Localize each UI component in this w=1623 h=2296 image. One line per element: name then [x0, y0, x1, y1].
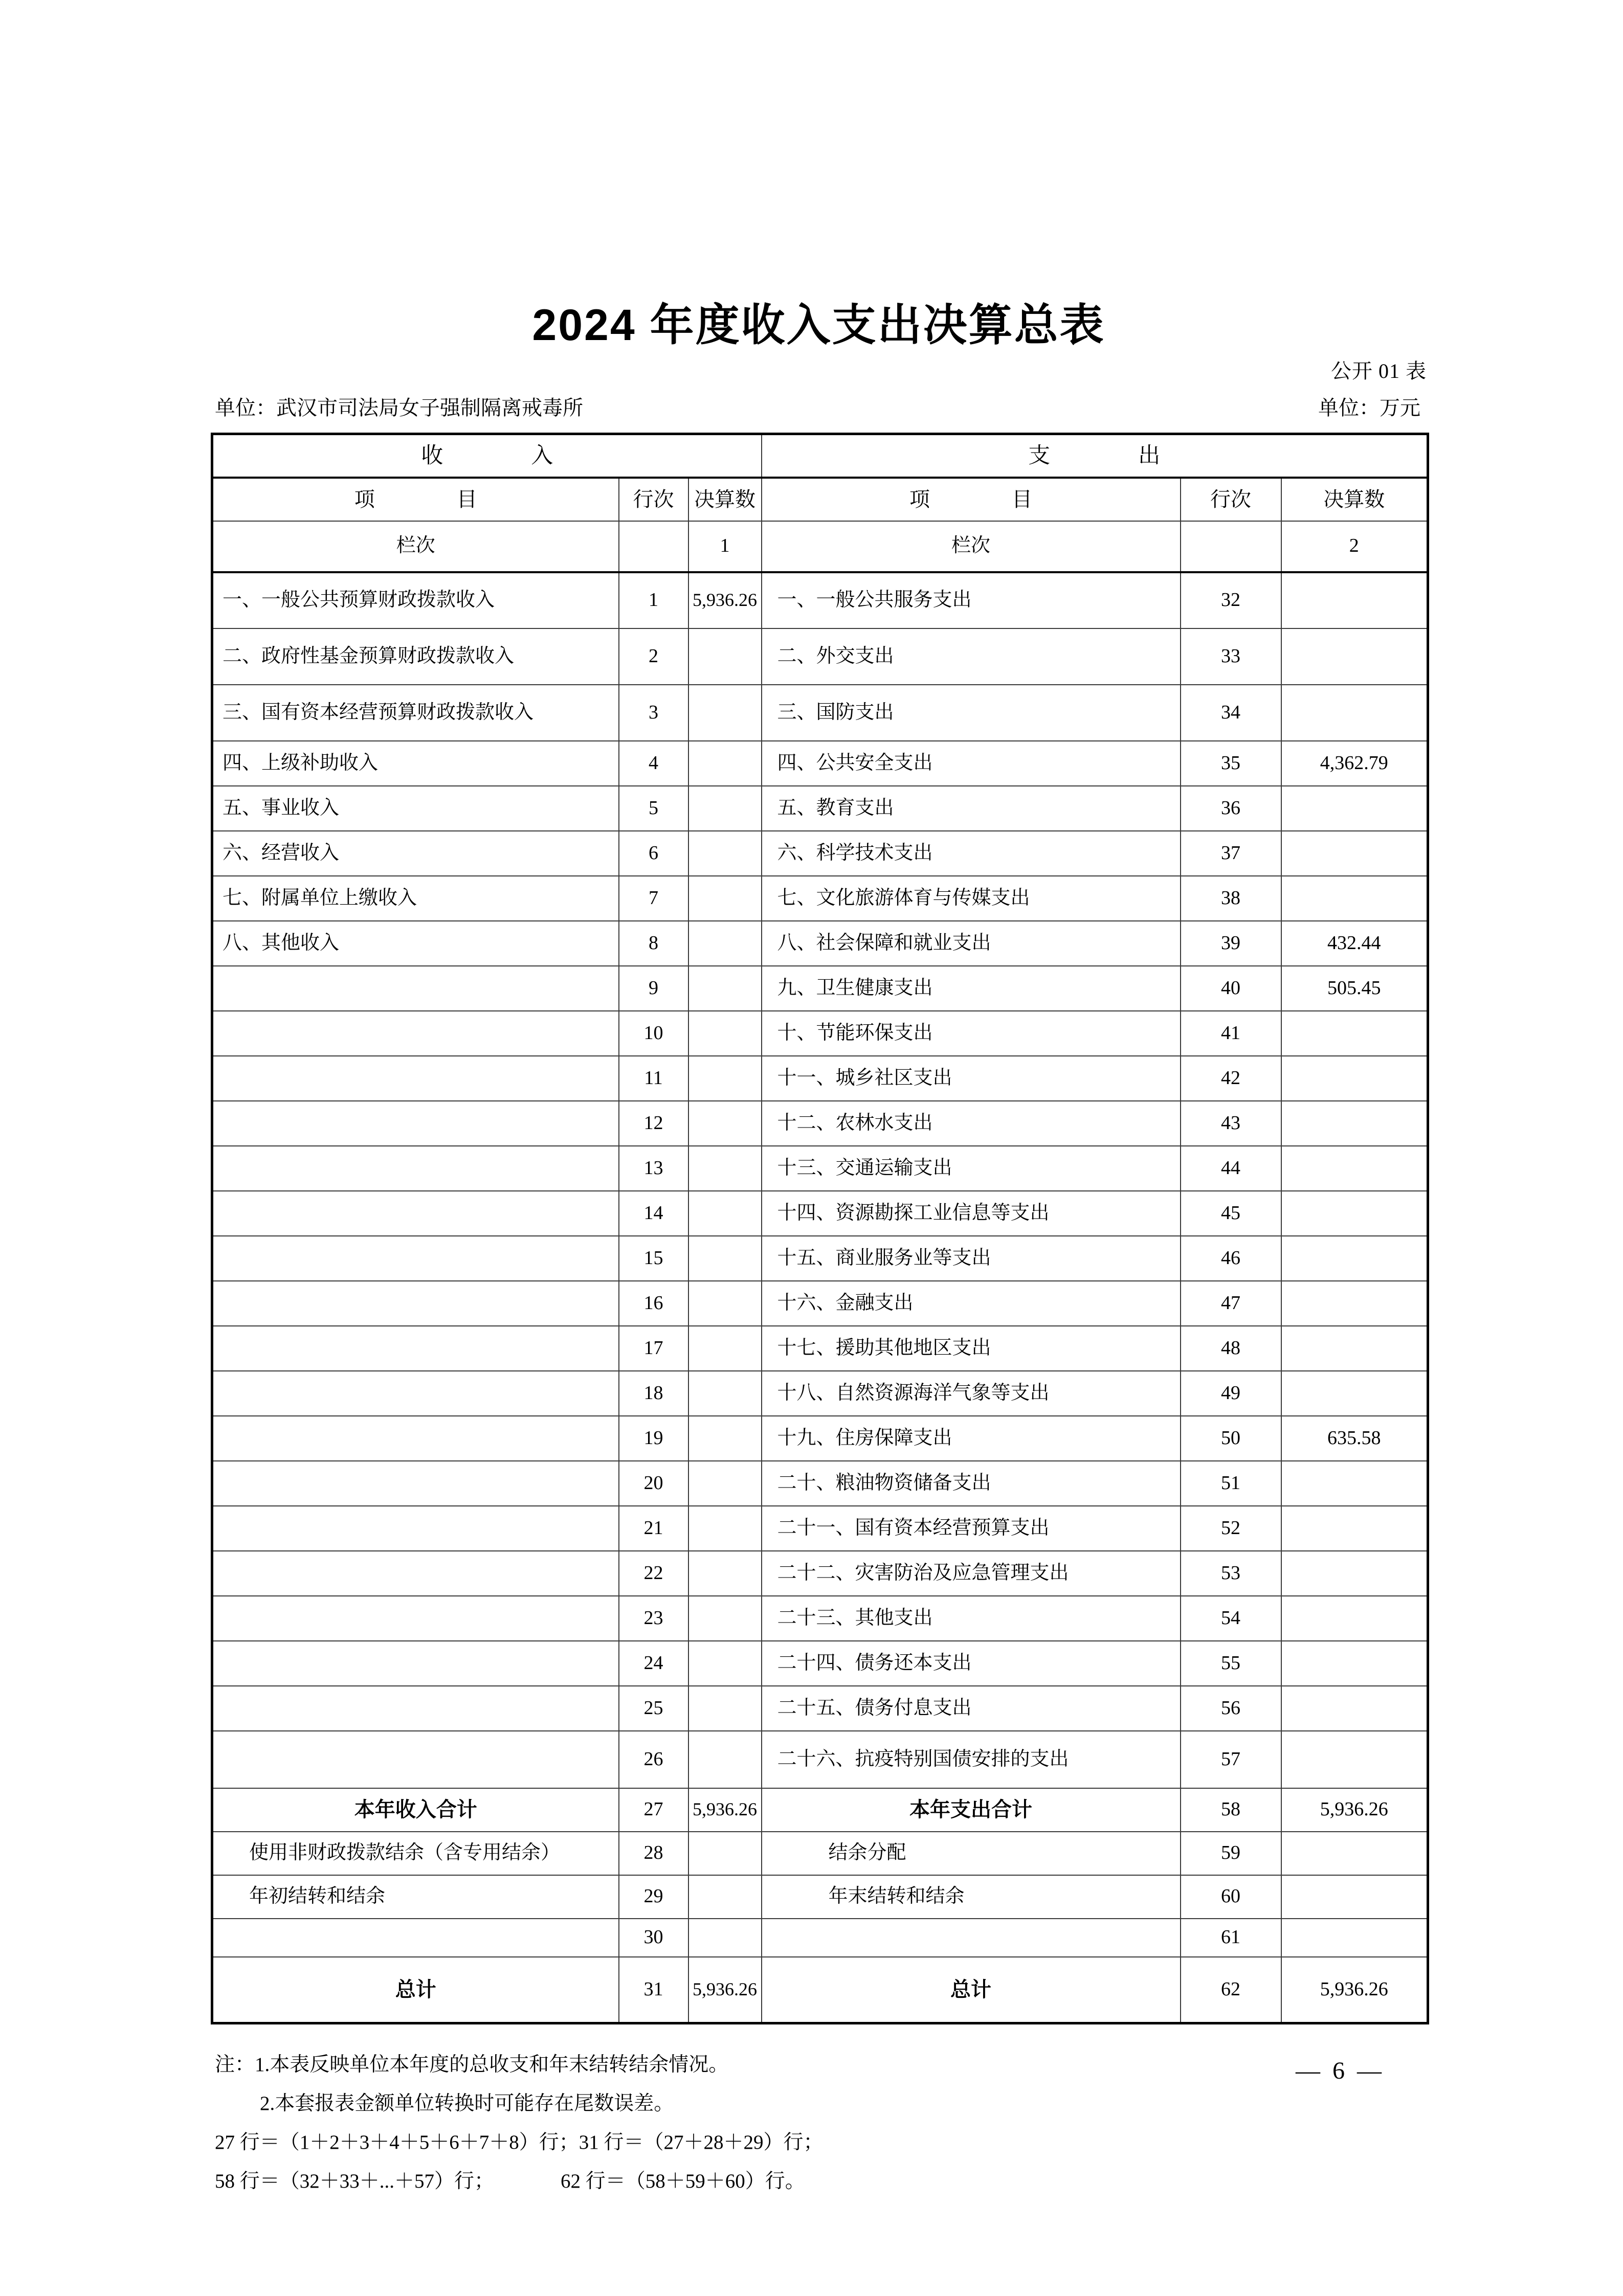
- income-rownum-cell: 5: [619, 786, 688, 831]
- income-rownum-cell: 18: [619, 1371, 688, 1416]
- income-rownum-cell: 21: [619, 1506, 688, 1551]
- income-amount-cell: [688, 1371, 762, 1416]
- expense-rownum-cell: 37: [1181, 831, 1281, 876]
- expense-amount-cell: 4,362.79: [1281, 741, 1428, 786]
- expense-item-cell: 年末结转和结余: [762, 1875, 1181, 1919]
- income-item-cell: [212, 1641, 619, 1686]
- expense-item-cell: 六、科学技术支出: [762, 831, 1181, 876]
- income-rownum-cell: 25: [619, 1686, 688, 1731]
- expense-rownum-cell: 56: [1181, 1686, 1281, 1731]
- expense-item-cell: 十五、商业服务业等支出: [762, 1236, 1181, 1281]
- income-amount-cell: [688, 876, 762, 921]
- income-rownum-cell: 4: [619, 741, 688, 786]
- table-row: [212, 966, 1428, 1011]
- expense-item-cell: 五、教育支出: [762, 786, 1181, 831]
- income-amount-cell: [688, 1011, 762, 1056]
- income-rownum-cell: 24: [619, 1641, 688, 1686]
- income-rownum-cell: 3: [619, 685, 688, 741]
- table-row: [212, 1326, 1428, 1371]
- table-row: [212, 572, 1428, 628]
- expense-item-cell: 十四、资源勘探工业信息等支出: [762, 1191, 1181, 1236]
- income-rownum-cell: 16: [619, 1281, 688, 1326]
- expense-item-cell: 本年支出合计: [762, 1788, 1181, 1832]
- table-row: [212, 1461, 1428, 1506]
- income-item-cell: [212, 1551, 619, 1596]
- income-item-cell: [212, 1461, 619, 1506]
- income-amount-cell: [688, 1146, 762, 1191]
- expense-item-cell: 二十六、抗疫特别国债安排的支出: [762, 1731, 1181, 1788]
- income-rownum-cell: 20: [619, 1461, 688, 1506]
- table-row: [212, 1146, 1428, 1191]
- page-title: 2024 年度收入支出决算总表: [532, 301, 1105, 350]
- footnotes: [215, 2045, 1238, 2201]
- expense-rownum-cell: 57: [1181, 1731, 1281, 1788]
- expense-rownum-cell: 39: [1181, 921, 1281, 966]
- income-amount-column-header: 决算数: [688, 478, 762, 521]
- income-amount-cell: [688, 831, 762, 876]
- income-item-cell: [212, 1281, 619, 1326]
- income-lanci-label: 栏次: [212, 521, 619, 572]
- expense-item-cell: 十三、交通运输支出: [762, 1146, 1181, 1191]
- income-rownum-cell: 22: [619, 1551, 688, 1596]
- expense-lanci-blank: [1181, 521, 1281, 572]
- expense-rownum-cell: 59: [1181, 1832, 1281, 1875]
- income-item-cell: [212, 1919, 619, 1957]
- income-rownum-cell: 12: [619, 1101, 688, 1146]
- expense-rownum-cell: 41: [1181, 1011, 1281, 1056]
- column-header-row: [212, 478, 1428, 521]
- table-row: [212, 1875, 1428, 1919]
- expense-amount-cell: [1281, 1919, 1428, 1957]
- income-amount-cell: [688, 1919, 762, 1957]
- income-column-number: 1: [688, 521, 762, 572]
- expense-rownum-cell: 44: [1181, 1146, 1281, 1191]
- expense-item-cell: 十七、援助其他地区支出: [762, 1326, 1181, 1371]
- income-item-cell: [212, 1326, 619, 1371]
- expense-rownum-cell: 61: [1181, 1919, 1281, 1957]
- income-rownum-cell: 26: [619, 1731, 688, 1788]
- expense-item-cell: 结余分配: [762, 1832, 1181, 1875]
- income-amount-cell: 5,936.26: [688, 572, 762, 628]
- expense-item-cell: 十、节能环保支出: [762, 1011, 1181, 1056]
- table-row: [212, 1596, 1428, 1641]
- income-item-cell: 七、附属单位上缴收入: [212, 876, 619, 921]
- expense-rownum-cell: 54: [1181, 1596, 1281, 1641]
- expense-rownum-column-header: 行次: [1181, 478, 1281, 521]
- table-row: [212, 1011, 1428, 1056]
- expense-amount-cell: [1281, 628, 1428, 685]
- expense-item-cell: [762, 1919, 1181, 1957]
- income-amount-cell: [688, 628, 762, 685]
- income-item-cell: 总计: [212, 1957, 619, 2023]
- expense-rownum-cell: 35: [1181, 741, 1281, 786]
- table-row: [212, 1191, 1428, 1236]
- table-row: [212, 831, 1428, 876]
- table-row: [212, 921, 1428, 966]
- expense-rownum-cell: 46: [1181, 1236, 1281, 1281]
- expense-rownum-cell: 50: [1181, 1416, 1281, 1461]
- expense-amount-cell: [1281, 1056, 1428, 1101]
- income-rownum-cell: 10: [619, 1011, 688, 1056]
- table-row: [212, 685, 1428, 741]
- expense-amount-column-header: 决算数: [1281, 478, 1428, 521]
- income-rownum-cell: 15: [619, 1236, 688, 1281]
- expense-section-header: 支 出: [762, 434, 1428, 478]
- expense-item-cell: 二十二、灾害防治及应急管理支出: [762, 1551, 1181, 1596]
- expense-amount-cell: [1281, 831, 1428, 876]
- income-amount-cell: [688, 1056, 762, 1101]
- expense-item-cell: 二十一、国有资本经营预算支出: [762, 1506, 1181, 1551]
- income-rownum-cell: 17: [619, 1326, 688, 1371]
- footnote-line-2: 2.本套报表金额单位转换时可能存在尾数误差。: [260, 2092, 674, 2114]
- expense-rownum-cell: 36: [1181, 786, 1281, 831]
- income-item-cell: [212, 1191, 619, 1236]
- income-item-cell: [212, 1416, 619, 1461]
- table-row: [212, 876, 1428, 921]
- expense-item-cell: 二十四、债务还本支出: [762, 1641, 1181, 1686]
- income-rownum-cell: 11: [619, 1056, 688, 1101]
- income-amount-cell: [688, 1551, 762, 1596]
- expense-lanci-label: 栏次: [762, 521, 1181, 572]
- expense-amount-cell: [1281, 1875, 1428, 1919]
- income-amount-cell: [688, 1641, 762, 1686]
- expense-rownum-cell: 45: [1181, 1191, 1281, 1236]
- income-section-header: 收 入: [212, 434, 762, 478]
- expense-item-cell: 十一、城乡社区支出: [762, 1056, 1181, 1101]
- table-row: [212, 1731, 1428, 1788]
- expense-item-cell: 二、外交支出: [762, 628, 1181, 685]
- expense-amount-cell: [1281, 1236, 1428, 1281]
- expense-item-cell: 九、卫生健康支出: [762, 966, 1181, 1011]
- expense-amount-cell: [1281, 1461, 1428, 1506]
- income-rownum-cell: 19: [619, 1416, 688, 1461]
- income-amount-cell: [688, 741, 762, 786]
- expense-rownum-cell: 52: [1181, 1506, 1281, 1551]
- income-item-cell: [212, 966, 619, 1011]
- column-index-row: [212, 521, 1428, 572]
- income-amount-cell: [688, 1596, 762, 1641]
- expense-rownum-cell: 53: [1181, 1551, 1281, 1596]
- income-rownum-cell: 13: [619, 1146, 688, 1191]
- money-unit-label: 单位：万元: [1318, 396, 1420, 419]
- income-amount-cell: 5,936.26: [688, 1957, 762, 2023]
- expense-amount-cell: 635.58: [1281, 1416, 1428, 1461]
- income-item-cell: 二、政府性基金预算财政拨款收入: [212, 628, 619, 685]
- income-amount-cell: [688, 1731, 762, 1788]
- income-item-cell: 本年收入合计: [212, 1788, 619, 1832]
- expense-amount-cell: [1281, 1832, 1428, 1875]
- income-item-cell: 五、事业收入: [212, 786, 619, 831]
- expense-item-column-header: 项 目: [762, 478, 1181, 521]
- expense-rownum-cell: 47: [1181, 1281, 1281, 1326]
- income-amount-cell: [688, 921, 762, 966]
- income-rownum-cell: 6: [619, 831, 688, 876]
- expense-rownum-cell: 33: [1181, 628, 1281, 685]
- expense-rownum-cell: 62: [1181, 1957, 1281, 2023]
- income-item-cell: [212, 1731, 619, 1788]
- expense-amount-cell: [1281, 786, 1428, 831]
- income-rownum-cell: 8: [619, 921, 688, 966]
- income-item-cell: 四、上级补助收入: [212, 741, 619, 786]
- table-row: [212, 1957, 1428, 2023]
- expense-amount-cell: [1281, 1506, 1428, 1551]
- expense-rownum-cell: 34: [1181, 685, 1281, 741]
- page-number: — 6 —: [1296, 2057, 1385, 2084]
- income-amount-cell: [688, 1832, 762, 1875]
- org-unit-label: 单位：武汉市司法局女子强制隔离戒毒所: [215, 396, 583, 419]
- expense-item-cell: 十九、住房保障支出: [762, 1416, 1181, 1461]
- expense-item-cell: 八、社会保障和就业支出: [762, 921, 1181, 966]
- income-item-cell: [212, 1596, 619, 1641]
- expense-item-cell: 四、公共安全支出: [762, 741, 1181, 786]
- income-item-cell: [212, 1101, 619, 1146]
- table-body: [212, 572, 1428, 2023]
- expense-rownum-cell: 49: [1181, 1371, 1281, 1416]
- table-row: [212, 628, 1428, 685]
- income-amount-cell: [688, 1686, 762, 1731]
- expense-item-cell: 二十、粮油物资储备支出: [762, 1461, 1181, 1506]
- income-item-cell: 一、一般公共预算财政拨款收入: [212, 572, 619, 628]
- table-row: [212, 1686, 1428, 1731]
- expense-item-cell: 二十五、债务付息支出: [762, 1686, 1181, 1731]
- income-item-cell: [212, 1371, 619, 1416]
- income-amount-cell: [688, 1101, 762, 1146]
- expense-rownum-cell: 32: [1181, 572, 1281, 628]
- table-row: [212, 1101, 1428, 1146]
- income-amount-cell: 5,936.26: [688, 1788, 762, 1832]
- expense-amount-cell: [1281, 1191, 1428, 1236]
- income-item-cell: [212, 1056, 619, 1101]
- income-amount-cell: [688, 966, 762, 1011]
- income-rownum-cell: 7: [619, 876, 688, 921]
- expense-item-cell: 十八、自然资源海洋气象等支出: [762, 1371, 1181, 1416]
- expense-amount-cell: [1281, 572, 1428, 628]
- income-amount-cell: [688, 1236, 762, 1281]
- expense-rownum-cell: 48: [1181, 1326, 1281, 1371]
- table-row: [212, 1919, 1428, 1957]
- expense-item-cell: 七、文化旅游体育与传媒支出: [762, 876, 1181, 921]
- income-amount-cell: [688, 1416, 762, 1461]
- expense-rownum-cell: 55: [1181, 1641, 1281, 1686]
- income-rownum-cell: 2: [619, 628, 688, 685]
- expense-amount-cell: [1281, 1641, 1428, 1686]
- table-row: [212, 741, 1428, 786]
- income-rownum-cell: 1: [619, 572, 688, 628]
- income-rownum-cell: 27: [619, 1788, 688, 1832]
- table-row: [212, 1641, 1428, 1686]
- budget-table: [211, 433, 1429, 2024]
- income-item-column-header: 项 目: [212, 478, 619, 521]
- expense-item-cell: 三、国防支出: [762, 685, 1181, 741]
- expense-amount-cell: 505.45: [1281, 966, 1428, 1011]
- income-amount-cell: [688, 1326, 762, 1371]
- table-row: [212, 1551, 1428, 1596]
- expense-amount-cell: [1281, 1596, 1428, 1641]
- expense-amount-cell: 432.44: [1281, 921, 1428, 966]
- expense-amount-cell: [1281, 1281, 1428, 1326]
- income-rownum-cell: 9: [619, 966, 688, 1011]
- footnote-formula-1: 27 行＝（1＋2＋3＋4＋5＋6＋7＋8）行；31 行＝（27＋28＋29）行；: [215, 2131, 824, 2153]
- income-item-cell: [212, 1506, 619, 1551]
- income-amount-cell: [688, 1191, 762, 1236]
- expense-amount-cell: [1281, 876, 1428, 921]
- expense-rownum-cell: 43: [1181, 1101, 1281, 1146]
- expense-rownum-cell: 38: [1181, 876, 1281, 921]
- expense-amount-cell: [1281, 1326, 1428, 1371]
- expense-rownum-cell: 42: [1181, 1056, 1281, 1101]
- income-rownum-cell: 28: [619, 1832, 688, 1875]
- table-row: [212, 786, 1428, 831]
- income-rownum-column-header: 行次: [619, 478, 688, 521]
- income-item-cell: 六、经营收入: [212, 831, 619, 876]
- footnote-formula-2: 58 行＝（32＋33＋...＋57）行； 62 行＝（58＋59＋60）行。: [215, 2170, 805, 2192]
- table-row: [212, 1236, 1428, 1281]
- table-row: [212, 1788, 1428, 1832]
- expense-amount-cell: [1281, 1371, 1428, 1416]
- unit-row: [215, 392, 1420, 421]
- income-rownum-cell: 30: [619, 1919, 688, 1957]
- expense-rownum-cell: 51: [1181, 1461, 1281, 1506]
- income-amount-cell: [688, 786, 762, 831]
- income-item-cell: 三、国有资本经营预算财政拨款收入: [212, 685, 619, 741]
- expense-item-cell: 二十三、其他支出: [762, 1596, 1181, 1641]
- expense-amount-cell: 5,936.26: [1281, 1957, 1428, 2023]
- expense-amount-cell: [1281, 685, 1428, 741]
- income-item-cell: 年初结转和结余: [212, 1875, 619, 1919]
- expense-rownum-cell: 40: [1181, 966, 1281, 1011]
- expense-column-number: 2: [1281, 521, 1428, 572]
- expense-amount-cell: [1281, 1146, 1428, 1191]
- income-item-cell: [212, 1011, 619, 1056]
- expense-item-cell: 十六、金融支出: [762, 1281, 1181, 1326]
- income-rownum-cell: 14: [619, 1191, 688, 1236]
- expense-item-cell: 十二、农林水支出: [762, 1101, 1181, 1146]
- income-amount-cell: [688, 1506, 762, 1551]
- expense-amount-cell: [1281, 1731, 1428, 1788]
- income-lanci-blank: [619, 521, 688, 572]
- income-amount-cell: [688, 1875, 762, 1919]
- expense-rownum-cell: 58: [1181, 1788, 1281, 1832]
- form-code-label: 公开 01 表: [1331, 359, 1427, 382]
- expense-rownum-cell: 60: [1181, 1875, 1281, 1919]
- table-row: [212, 1056, 1428, 1101]
- expense-item-cell: 总计: [762, 1957, 1181, 2023]
- income-amount-cell: [688, 1281, 762, 1326]
- income-item-cell: [212, 1236, 619, 1281]
- expense-amount-cell: [1281, 1551, 1428, 1596]
- income-amount-cell: [688, 1461, 762, 1506]
- section-header-row: [212, 434, 1428, 478]
- table-row: [212, 1371, 1428, 1416]
- expense-amount-cell: [1281, 1686, 1428, 1731]
- income-item-cell: [212, 1146, 619, 1191]
- income-rownum-cell: 23: [619, 1596, 688, 1641]
- expense-amount-cell: [1281, 1101, 1428, 1146]
- expense-item-cell: 一、一般公共服务支出: [762, 572, 1181, 628]
- income-item-cell: 八、其他收入: [212, 921, 619, 966]
- income-item-cell: [212, 1686, 619, 1731]
- income-item-cell: 使用非财政拨款结余（含专用结余）: [212, 1832, 619, 1875]
- table-row: [212, 1416, 1428, 1461]
- table-row: [212, 1832, 1428, 1875]
- footnote-line-1: 注：1.本表反映单位本年度的总收支和年末结转结余情况。: [215, 2054, 729, 2076]
- table-row: [212, 1281, 1428, 1326]
- expense-amount-cell: [1281, 1011, 1428, 1056]
- expense-amount-cell: 5,936.26: [1281, 1788, 1428, 1832]
- income-rownum-cell: 29: [619, 1875, 688, 1919]
- income-amount-cell: [688, 685, 762, 741]
- income-rownum-cell: 31: [619, 1957, 688, 2023]
- table-row: [212, 1506, 1428, 1551]
